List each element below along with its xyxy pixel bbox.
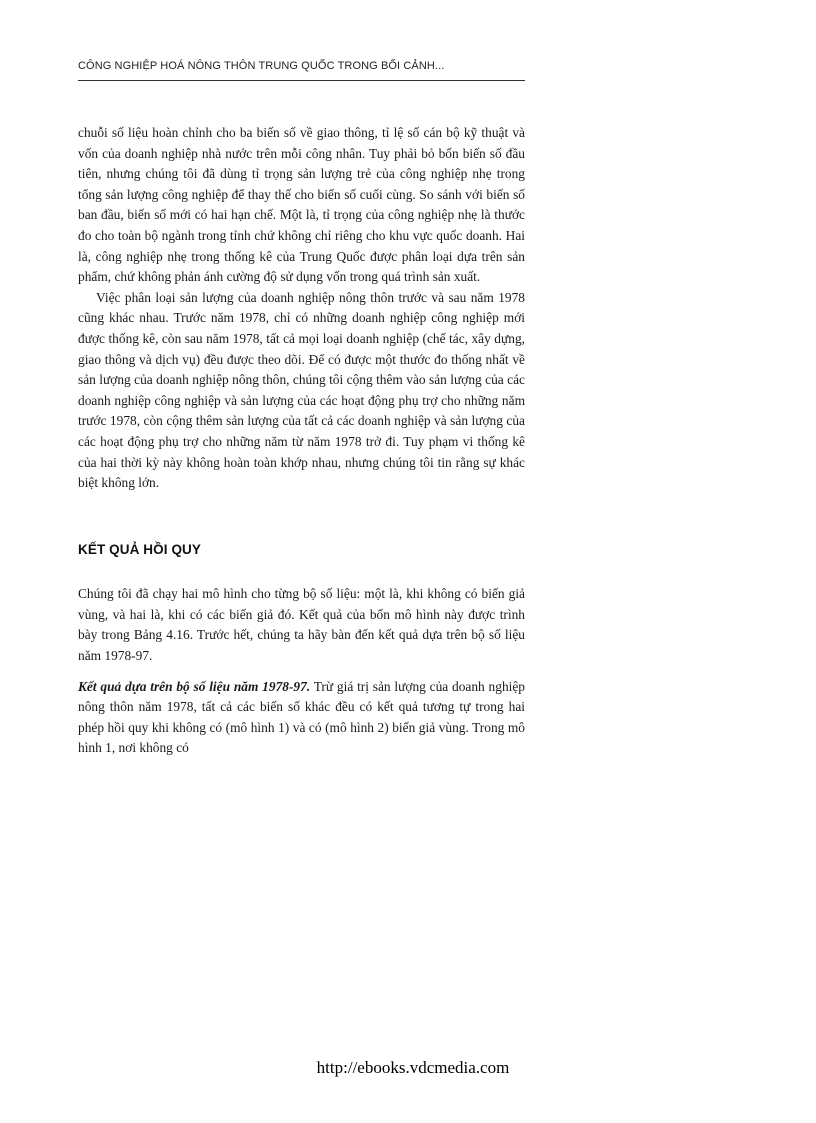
run-in-heading: Kết quả dựa trên bộ số liệu năm 1978-97. — [78, 678, 311, 694]
paragraph: Việc phân loại sản lượng của doanh nghiệp nông thôn trước và sau năm 1978 cũng khác nhau. Trước năm 1978, chỉ có những doanh nghiệp công nghiệp mới được thống kê, còn sau năm 1978, tất cả mọi loại doanh nghiệp (chế tác, xây dựng, giao thông và dịch vụ) đều được theo dõi. Để có được một thước đo thống nhất về sản lượng của doanh nghiệp nông thôn, chúng tôi cộng thêm vào sản lượng của các doanh nghiệp công nghiệp và sản lượng của các hoạt động phụ trợ cho những năm trước 1978, còn cộng thêm sản lượng của tất cả các doanh nghiệp và sản lượng của các hoạt động phụ trợ cho những năm từ năm 1978 trở đi. Tuy phạm vi thống kê của hai thời kỳ này không hoàn toàn khớp nhau, nhưng chúng tôi tin rằng sự khác biệt không lớn. — [78, 289, 525, 491]
section-heading: KẾT QUẢ HỒI QUY — [78, 541, 202, 557]
body-text — [78, 123, 525, 759]
footer-url: http://ebooks.vdcmedia.com — [316, 1058, 510, 1077]
paragraph: Chúng tôi đã chạy hai mô hình cho từng bộ số liệu: một là, khi không có biến giả vùng, và hai là, khi có các biến giả đó. Kết quả của bốn mô hình này được trình bày trong Bảng 4.16. Trước hết, chúng ta hãy bàn đến kết quả dựa trên bộ số liệu năm 1978-97. — [78, 586, 525, 664]
paragraph — [78, 677, 525, 759]
running-header: CÔNG NGHIỆP HOÁ NÔNG THÔN TRUNG QUỐC TRONG BỐI CẢNH... — [78, 60, 445, 72]
paragraph: chuỗi số liệu hoàn chỉnh cho ba biến số về giao thông, tỉ lệ số cán bộ kỹ thuật và vốn của doanh nghiệp nhà nước trên mỗi công nhân. Tuy phải bỏ bốn biến số đầu tiên, nhưng chúng tôi đã dùng tỉ trọng sản lượng trẻ của công nghiệp nhẹ trong tổng sản lượng công nghiệp để thay thế cho biến số cuối cùng. So sánh với biến số ban đầu, biến số mới có hai hạn chế. Một là, tỉ trọng của công nghiệp nhẹ là thước đo cho toàn bộ ngành trong tỉnh chứ không chỉ riêng cho khu vực quốc doanh. Hai là, công nghiệp nhẹ trong thống kê của Trung Quốc được phân loại dựa trên sản phẩm, chứ không phản ánh cường độ sử dụng vốn trong quá trình sản xuất. — [78, 125, 525, 285]
paragraph-text: Trừ giá trị sản lượng của doanh nghiệp nông thôn năm 1978, tất cả các biến số khác đều có kết quả tương tự trong hai phép hồi quy khi không có (mô hình 1) và có (mô hình 2) biến giả vùng. Trong mô hình 1, nơi không có — [78, 678, 525, 756]
header-divider — [78, 80, 525, 81]
